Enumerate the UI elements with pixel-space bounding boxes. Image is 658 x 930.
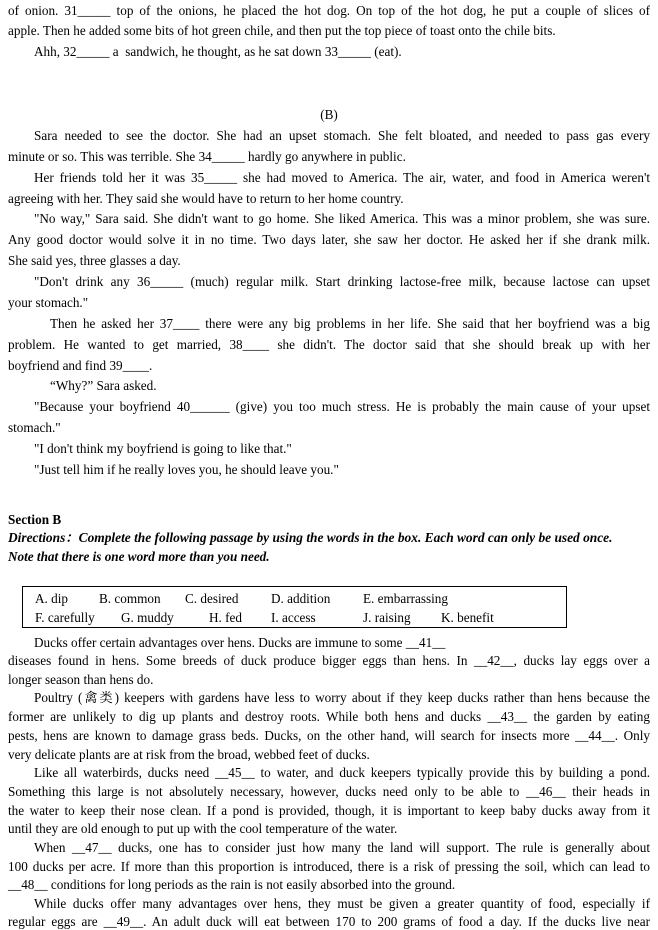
passage-line: diseases found in hens. Some breeds of duck produce bigger eggs than hens. In __42__, ducks lay eggs over a — [8, 653, 650, 668]
option-c: C. desired — [185, 591, 239, 606]
passage-line: Something this large is not absolutely necessary, however, ducks need only to be able to __46__ their heads in — [8, 784, 650, 799]
word-box — [22, 586, 567, 628]
passage-line: 100 ducks per acre. If more than this proportion is introduced, there is a risk of pressing the soil, which can lead to — [8, 859, 650, 874]
passage-line: While ducks offer many advantages over hens, they must be given a greater quantity of food, especially if — [34, 896, 650, 911]
passage-a-line: apple. Then he added some bits of hot green chile, and then put the top piece of toast onto the chile bits. — [8, 23, 556, 38]
passage-a-line: of onion. 31_____ top of the onions, he placed the hot dog. On top of the hot dog, he put a couple of slices of — [8, 3, 650, 18]
option-f: F. carefully — [35, 610, 95, 625]
passage-line: longer season than hens do. — [8, 672, 154, 687]
passage-line: regular eggs are __49__. An adult duck will eat between 170 to 200 grams of food a day. If the ducks live near — [8, 914, 650, 929]
passage-b-line: "Because your boyfriend 40______ (give) you too much stress. He is probably the main cause of your upset — [34, 399, 650, 414]
passage-b-line: “Why?” Sara asked. — [50, 378, 157, 393]
passage-line: __48__ conditions for long periods as the rain is not easily absorbed into the ground. — [8, 877, 456, 892]
passage-b-line: "I don't think my boyfriend is going to like that." — [34, 441, 292, 456]
passage-line: the water to keep their nose clean. If a pond is provided, though, it is important to keep baby ducks away from it — [8, 803, 650, 818]
passage-line: pests, hens are known to damage grass beds. Ducks, on the other hand, will search for insects more __44__. Only — [8, 728, 650, 743]
option-b: B. common — [99, 591, 161, 606]
option-j: J. raising — [363, 610, 411, 625]
section-b-directions: Note that there is one word more than you need. — [8, 549, 270, 564]
section-b-title: Section B — [8, 512, 62, 527]
passage-b-line: "No way," Sara said. She didn't want to go home. She liked America. This was a minor problem, she was sure. — [34, 211, 650, 226]
option-d: D. addition — [271, 591, 331, 606]
passage-line: Ducks offer certain advantages over hens. Ducks are immune to some __41__ — [34, 635, 446, 650]
option-a: A. dip — [35, 591, 68, 606]
passage-b-line: problem. He wanted to get married, 38____ she didn't. The doctor said that she should break up with her — [8, 337, 650, 352]
passage-b-line: She said yes, three glasses a day. — [8, 253, 181, 268]
passage-b-line: agreeing with her. They said she would have to return to her home country. — [8, 191, 404, 206]
passage-line: very delicate plants are at risk from the broad, webbed feet of ducks. — [8, 747, 370, 762]
option-k: K. benefit — [441, 610, 494, 625]
passage-b-line: your stomach." — [8, 295, 89, 310]
passage-b-line: "Don't drink any 36_____ (much) regular milk. Start drinking lactose-free milk, because lactose can upset — [34, 274, 650, 289]
passage-b-line: Then he asked her 37____ there were any big problems in her life. She said that her boyfriend was a big — [50, 316, 650, 331]
passage-line: When __47__ ducks, one has to consider just how many the land will support. The rule is generally about — [34, 840, 650, 855]
passage-b-line: "Just tell him if he really loves you, he should leave you." — [34, 462, 339, 477]
option-g: G. muddy — [121, 610, 174, 625]
passage-b-line: Her friends told her it was 35_____ she had moved to America. The air, water, and food in America weren't — [34, 170, 650, 185]
passage-a-line: Ahh, 32_____ a sandwich, he thought, as he sat down 33_____ (eat). — [34, 44, 402, 59]
passage-line: former are unlikely to dig up plants and destroy roots. While both hens and ducks __43__ the garden by eating — [8, 709, 650, 724]
option-e: E. embarrassing — [363, 591, 448, 606]
passage-b-line: Any good doctor would solve it in no time. Two days later, she saw her doctor. He asked her if she drank milk. — [8, 232, 650, 247]
passage-line: Poultry (禽类) keepers with gardens have less to worry about if they keep ducks rather than hens because the — [34, 690, 650, 705]
passage-b-line: Sara needed to see the doctor. She had an upset stomach. She felt bloated, and needed to pass gas every — [34, 128, 650, 143]
passage-b-line: stomach." — [8, 420, 61, 435]
passage-b-line: minute or so. This was terrible. She 34_____ hardly go anywhere in public. — [8, 149, 406, 164]
option-h: H. fed — [209, 610, 242, 625]
section-b-directions: Directions：Complete the following passage by using the words in the box. Each word can only be used once. — [8, 530, 613, 545]
option-i: I. access — [271, 610, 316, 625]
passage-line: Like all waterbirds, ducks need __45__ to water, and duck keepers typically provide this by building a pond. — [34, 765, 650, 780]
passage-b-line: boyfriend and find 39____. — [8, 358, 153, 373]
passage-b-heading: (B) — [320, 107, 338, 122]
passage-line: until they are old enough to put up with the cool temperature of the water. — [8, 821, 398, 836]
